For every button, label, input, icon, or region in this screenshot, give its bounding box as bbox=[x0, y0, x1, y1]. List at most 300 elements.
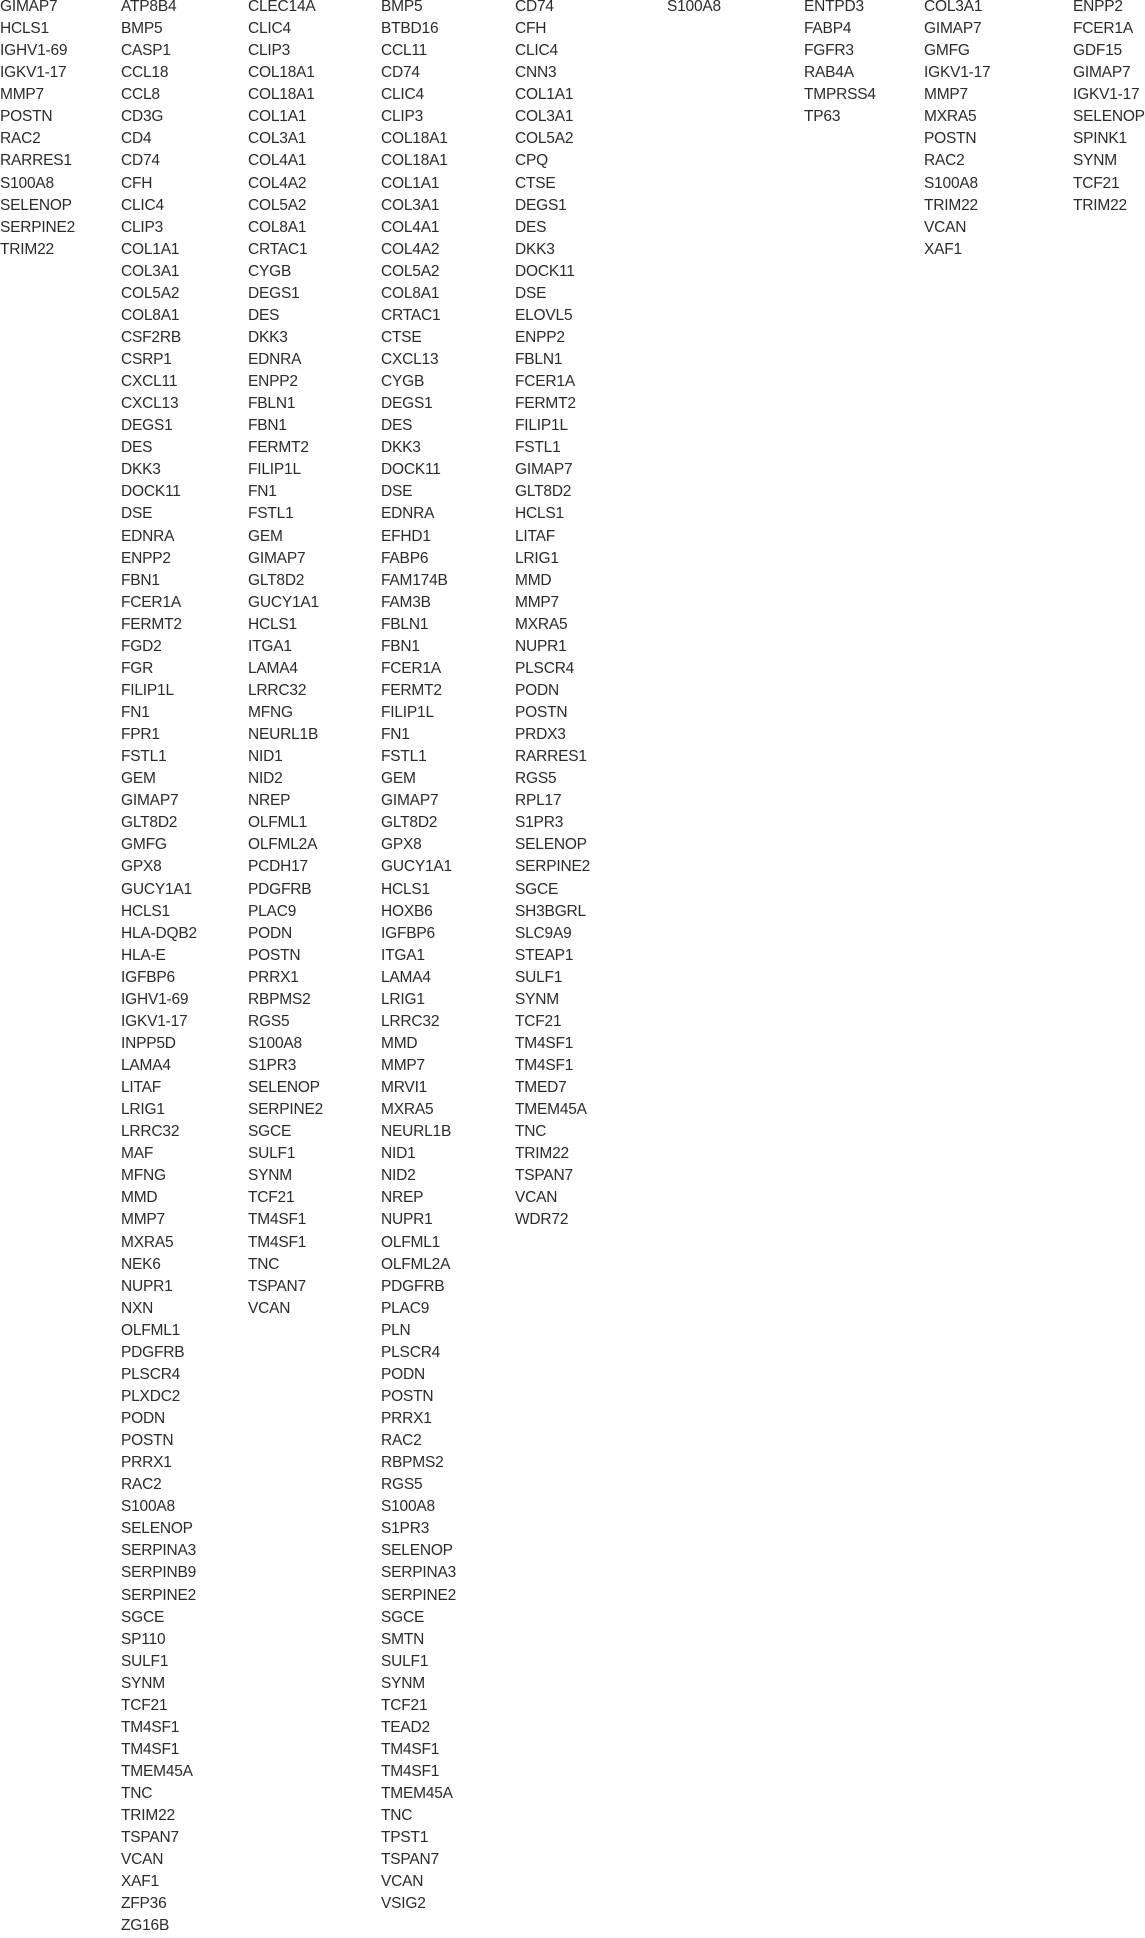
gene-name: LRRC32 bbox=[121, 1123, 180, 1141]
gene-name: RAC2 bbox=[381, 1432, 422, 1450]
gene-name: OLFML1 bbox=[121, 1321, 181, 1339]
gene-name: PLAC9 bbox=[381, 1299, 430, 1317]
gene-name: ELOVL5 bbox=[515, 306, 573, 324]
gene-name: POSTN bbox=[515, 704, 568, 721]
gene-name: TCF21 bbox=[248, 1189, 295, 1207]
gene-name: HCLS1 bbox=[381, 880, 430, 898]
gene-name: CD74 bbox=[381, 64, 420, 82]
gene-name: SGCE bbox=[248, 1123, 292, 1141]
gene-name: GPX8 bbox=[381, 836, 422, 854]
gene-name: SERPINB9 bbox=[121, 1564, 197, 1582]
gene-name: POSTN bbox=[121, 1432, 174, 1450]
gene-name: SERPINE2 bbox=[121, 1586, 197, 1604]
gene-name: CD4 bbox=[121, 130, 152, 148]
gene-name: PLSCR4 bbox=[515, 659, 575, 677]
gene-name: CD3G bbox=[121, 108, 164, 126]
gene-name: COL4A2 bbox=[381, 240, 440, 258]
gene-name: TSPAN7 bbox=[515, 1167, 573, 1185]
gene-name: CFH bbox=[121, 174, 153, 192]
gene-name: SELENOP bbox=[0, 196, 72, 214]
gene-name: DES bbox=[515, 218, 547, 236]
gene-name: TM4SF1 bbox=[515, 1057, 574, 1074]
gene-name: SULF1 bbox=[121, 1652, 169, 1670]
gene-name: TM4SF1 bbox=[121, 1718, 180, 1736]
gene-name: IGKV1-17 bbox=[121, 1012, 188, 1030]
gene-name: XAF1 bbox=[924, 240, 962, 258]
gene-name: LRRC32 bbox=[381, 1012, 440, 1030]
gene-name: SYNM bbox=[1073, 152, 1117, 170]
gene-name: TM4SF1 bbox=[121, 1740, 180, 1758]
gene-name: FERMT2 bbox=[515, 395, 576, 413]
gene-name: DEGS1 bbox=[381, 395, 433, 413]
gene-name: COL8A1 bbox=[121, 306, 180, 324]
gene-name: FABP6 bbox=[381, 549, 429, 567]
gene-name: CLIC4 bbox=[515, 42, 558, 60]
gene-name: CFH bbox=[515, 20, 547, 38]
gene-name: VCAN bbox=[924, 218, 967, 236]
gene-name: CSF2RB bbox=[121, 328, 181, 346]
gene-name: COL18A1 bbox=[381, 152, 448, 170]
gene-name: FBN1 bbox=[248, 417, 287, 435]
gene-column-2 bbox=[121, 0, 197, 1938]
gene-name: FCER1A bbox=[381, 659, 441, 677]
gene-name: IGKV1-17 bbox=[924, 64, 991, 82]
gene-name: FILIP1L bbox=[515, 417, 568, 435]
gene-name: CYGB bbox=[248, 262, 292, 280]
gene-name: FERMT2 bbox=[121, 615, 182, 633]
gene-name: COL18A1 bbox=[248, 86, 315, 104]
gene-name: TCF21 bbox=[515, 1012, 562, 1030]
gene-name: SELENOP bbox=[381, 1542, 453, 1560]
gene-name: CRTAC1 bbox=[248, 240, 308, 258]
gene-name: HCLS1 bbox=[0, 20, 49, 38]
gene-name: FERMT2 bbox=[248, 439, 309, 457]
gene-name: TSPAN7 bbox=[248, 1277, 306, 1295]
gene-name: PODN bbox=[381, 1365, 425, 1383]
gene-name: RARRES1 bbox=[515, 748, 587, 766]
gene-name: COL3A1 bbox=[924, 0, 983, 15]
gene-name: BTBD16 bbox=[381, 20, 439, 38]
gene-name: COL1A1 bbox=[121, 240, 180, 258]
gene-name: ENPP2 bbox=[121, 549, 171, 567]
gene-name: SERPINE2 bbox=[248, 1101, 324, 1119]
gene-name: INPP5D bbox=[121, 1034, 176, 1052]
gene-column-6 bbox=[667, 0, 721, 18]
gene-name: PLXDC2 bbox=[121, 1387, 181, 1405]
gene-name: S1PR3 bbox=[248, 1057, 297, 1074]
gene-name: CRTAC1 bbox=[381, 306, 441, 324]
gene-name: TRIM22 bbox=[924, 196, 978, 214]
gene-name: MMP7 bbox=[121, 1211, 165, 1229]
gene-name: NXN bbox=[121, 1299, 154, 1317]
gene-name: TRIM22 bbox=[515, 1145, 569, 1163]
gene-name: CNN3 bbox=[515, 64, 557, 82]
gene-name: COL5A2 bbox=[381, 262, 440, 280]
gene-name: GPX8 bbox=[121, 858, 162, 876]
gene-name: FBN1 bbox=[381, 637, 420, 655]
gene-name: COL8A1 bbox=[248, 218, 307, 236]
gene-name: VSIG2 bbox=[381, 1895, 426, 1913]
gene-name: TMEM45A bbox=[381, 1785, 453, 1803]
gene-name: SGCE bbox=[121, 1608, 165, 1626]
gene-name: FCER1A bbox=[1073, 20, 1133, 38]
gene-name: TCF21 bbox=[381, 1696, 428, 1714]
gene-column-4 bbox=[381, 0, 456, 1915]
gene-name: CXCL13 bbox=[381, 351, 439, 368]
gene-name: DEGS1 bbox=[248, 284, 300, 302]
gene-name: OLFML1 bbox=[248, 814, 308, 832]
gene-name: GEM bbox=[121, 770, 156, 788]
gene-name: HCLS1 bbox=[248, 615, 297, 633]
gene-name: SYNM bbox=[381, 1674, 425, 1692]
gene-name: GEM bbox=[248, 527, 283, 545]
gene-name: NUPR1 bbox=[515, 637, 567, 655]
gene-name: FPR1 bbox=[121, 726, 160, 744]
gene-name: SGCE bbox=[515, 880, 559, 898]
gene-name: IGKV1-17 bbox=[1073, 86, 1140, 104]
gene-name: MXRA5 bbox=[515, 615, 568, 633]
gene-name: LITAF bbox=[121, 1079, 162, 1097]
gene-name: COL3A1 bbox=[515, 108, 574, 126]
gene-name: CXCL13 bbox=[121, 395, 179, 413]
gene-name: GUCY1A1 bbox=[248, 593, 319, 611]
gene-name: DES bbox=[248, 306, 280, 324]
gene-name: CLIP3 bbox=[121, 218, 164, 236]
gene-name: SULF1 bbox=[248, 1145, 296, 1163]
gene-name: GMFG bbox=[924, 42, 970, 60]
gene-name: FGD2 bbox=[121, 637, 162, 655]
gene-name: SMTN bbox=[381, 1630, 425, 1648]
gene-name: GDF15 bbox=[1073, 42, 1122, 60]
gene-name: GLT8D2 bbox=[515, 483, 572, 501]
gene-name: TRIM22 bbox=[121, 1807, 175, 1825]
gene-name: CXCL11 bbox=[121, 373, 178, 391]
gene-name: PLAC9 bbox=[248, 902, 297, 920]
gene-name: PODN bbox=[248, 924, 292, 942]
gene-name: LITAF bbox=[515, 527, 556, 545]
gene-name: RGS5 bbox=[515, 770, 557, 788]
gene-name: RARRES1 bbox=[0, 152, 72, 170]
gene-name: PCDH17 bbox=[248, 858, 308, 876]
gene-name: TPST1 bbox=[381, 1829, 429, 1847]
gene-name: GIMAP7 bbox=[381, 792, 439, 810]
gene-name: S100A8 bbox=[248, 1034, 302, 1052]
gene-name: DEGS1 bbox=[515, 196, 567, 214]
gene-name: COL4A2 bbox=[248, 174, 307, 192]
gene-name: MMD bbox=[515, 571, 552, 589]
gene-name: NUPR1 bbox=[121, 1277, 173, 1295]
gene-name: SH3BGRL bbox=[515, 902, 586, 920]
gene-name: TM4SF1 bbox=[248, 1211, 307, 1229]
gene-name: VCAN bbox=[515, 1189, 558, 1207]
gene-name: SELENOP bbox=[121, 1520, 193, 1538]
gene-name: SGCE bbox=[381, 1608, 425, 1626]
gene-name: IGHV1-69 bbox=[121, 990, 189, 1008]
gene-name: FSTL1 bbox=[121, 748, 167, 766]
gene-name: NREP bbox=[248, 792, 291, 810]
gene-name: VCAN bbox=[121, 1851, 164, 1869]
gene-name: S1PR3 bbox=[515, 814, 564, 832]
gene-name: FBLN1 bbox=[381, 615, 429, 633]
gene-name: GIMAP7 bbox=[0, 0, 58, 15]
gene-name: NID2 bbox=[248, 770, 283, 788]
gene-name: TRIM22 bbox=[1073, 196, 1127, 214]
gene-name: RPL17 bbox=[515, 792, 562, 810]
gene-name: SELENOP bbox=[1073, 108, 1145, 126]
gene-name: CCL18 bbox=[121, 64, 169, 82]
gene-name: TMED7 bbox=[515, 1079, 567, 1097]
gene-name: GIMAP7 bbox=[515, 461, 573, 479]
gene-name: LRIG1 bbox=[515, 549, 559, 567]
gene-name: LAMA4 bbox=[248, 659, 298, 677]
gene-name: NEURL1B bbox=[248, 726, 319, 744]
gene-name: CPQ bbox=[515, 152, 548, 170]
gene-name: SPINK1 bbox=[1073, 130, 1127, 148]
gene-name: MAF bbox=[121, 1145, 154, 1163]
gene-name: COL3A1 bbox=[381, 196, 440, 214]
gene-name: CLIC4 bbox=[248, 20, 291, 38]
gene-name: HCLS1 bbox=[515, 505, 564, 523]
gene-name: CTSE bbox=[381, 328, 422, 346]
gene-name: BMP5 bbox=[121, 20, 163, 38]
gene-name: SERPINA3 bbox=[381, 1564, 457, 1582]
gene-name: DSE bbox=[121, 505, 153, 523]
gene-name: DOCK11 bbox=[381, 461, 441, 479]
gene-name: COL8A1 bbox=[381, 284, 440, 302]
gene-name: GMFG bbox=[121, 836, 167, 854]
gene-name: GIMAP7 bbox=[248, 549, 306, 567]
gene-name: BMP5 bbox=[381, 0, 423, 15]
gene-name: PLN bbox=[381, 1321, 411, 1339]
gene-name: DSE bbox=[381, 483, 413, 501]
gene-name: POSTN bbox=[924, 130, 977, 148]
gene-name: HLA-DQB2 bbox=[121, 924, 197, 942]
gene-name: EDNRA bbox=[381, 505, 435, 523]
gene-name: PODN bbox=[121, 1410, 165, 1427]
gene-name: FN1 bbox=[121, 704, 150, 721]
gene-name: EDNRA bbox=[248, 351, 302, 368]
gene-name: TNC bbox=[248, 1255, 280, 1273]
gene-name: SELENOP bbox=[248, 1079, 320, 1097]
gene-name: GLT8D2 bbox=[248, 571, 305, 589]
gene-column-5 bbox=[515, 0, 590, 1232]
gene-name: CLIP3 bbox=[381, 108, 424, 126]
gene-name: MMP7 bbox=[0, 86, 44, 104]
gene-name: FSTL1 bbox=[515, 439, 561, 457]
gene-name: RAB4A bbox=[804, 64, 854, 82]
gene-name: FAM174B bbox=[381, 571, 448, 589]
gene-name: FSTL1 bbox=[381, 748, 427, 766]
gene-name: GLT8D2 bbox=[381, 814, 438, 832]
gene-name: TEAD2 bbox=[381, 1718, 430, 1736]
gene-name: RAC2 bbox=[121, 1476, 162, 1494]
gene-name: TM4SF1 bbox=[248, 1233, 307, 1251]
gene-column-7 bbox=[804, 0, 876, 128]
gene-name: GIMAP7 bbox=[121, 792, 179, 810]
gene-name: COL18A1 bbox=[381, 130, 448, 148]
gene-name: EFHD1 bbox=[381, 527, 431, 545]
gene-name: TMEM45A bbox=[121, 1763, 193, 1780]
gene-name: COL18A1 bbox=[248, 64, 315, 82]
gene-name: RBPMS2 bbox=[381, 1454, 444, 1472]
gene-name: MXRA5 bbox=[121, 1233, 174, 1251]
gene-name: NID1 bbox=[381, 1145, 416, 1163]
gene-name: ENTPD3 bbox=[804, 0, 864, 15]
gene-name: FAM3B bbox=[381, 593, 431, 611]
gene-name: FILIP1L bbox=[381, 704, 434, 721]
gene-name: MFNG bbox=[248, 704, 293, 721]
gene-name: COL4A1 bbox=[248, 152, 307, 170]
gene-name: CLEC14A bbox=[248, 0, 316, 15]
gene-name: SERPINA3 bbox=[121, 1542, 197, 1560]
gene-name: S100A8 bbox=[381, 1498, 435, 1516]
gene-name: FCER1A bbox=[515, 373, 575, 391]
gene-name: FN1 bbox=[248, 483, 277, 501]
gene-column-8 bbox=[924, 0, 990, 261]
gene-name: TM4SF1 bbox=[381, 1763, 440, 1780]
gene-name: COL3A1 bbox=[121, 262, 180, 280]
gene-name: OLFML2A bbox=[248, 836, 318, 854]
gene-name: NEURL1B bbox=[381, 1123, 452, 1141]
gene-name: MFNG bbox=[121, 1167, 166, 1185]
gene-name: PRRX1 bbox=[381, 1410, 432, 1427]
gene-name: PDGFRB bbox=[248, 880, 312, 898]
gene-name: COL5A2 bbox=[515, 130, 574, 148]
gene-name: LRRC32 bbox=[248, 681, 307, 699]
gene-name: ENPP2 bbox=[1073, 0, 1123, 15]
gene-name: PLSCR4 bbox=[121, 1365, 181, 1383]
gene-name: LRIG1 bbox=[121, 1101, 165, 1119]
gene-name: TSPAN7 bbox=[381, 1851, 439, 1869]
gene-name: S100A8 bbox=[121, 1498, 175, 1516]
gene-name: FGFR3 bbox=[804, 42, 854, 60]
gene-name: DSE bbox=[515, 284, 547, 302]
gene-name: PLSCR4 bbox=[381, 1343, 441, 1361]
gene-name: COL1A1 bbox=[515, 86, 574, 104]
gene-name: SERPINE2 bbox=[0, 218, 76, 236]
gene-name: DKK3 bbox=[248, 328, 288, 346]
gene-name: SYNM bbox=[248, 1167, 292, 1185]
gene-name: PDGFRB bbox=[121, 1343, 185, 1361]
gene-name: DOCK11 bbox=[515, 262, 575, 280]
gene-name: CCL8 bbox=[121, 86, 160, 104]
gene-name: RGS5 bbox=[381, 1476, 423, 1494]
gene-name: CLIC4 bbox=[381, 86, 424, 104]
gene-name: PRRX1 bbox=[248, 968, 299, 986]
gene-name: COL3A1 bbox=[248, 130, 307, 148]
gene-name: MMD bbox=[381, 1034, 418, 1052]
gene-name: LRIG1 bbox=[381, 990, 425, 1008]
gene-name: COL1A1 bbox=[248, 108, 307, 126]
gene-name: CD74 bbox=[121, 152, 160, 170]
gene-name: IGFBP6 bbox=[381, 924, 435, 942]
gene-name: ITGA1 bbox=[381, 946, 425, 964]
gene-name: DOCK11 bbox=[121, 483, 181, 501]
gene-name: CCL11 bbox=[381, 42, 428, 60]
gene-name: S100A8 bbox=[0, 174, 54, 192]
gene-name: GIMAP7 bbox=[924, 20, 982, 38]
gene-name: ENPP2 bbox=[515, 328, 565, 346]
gene-name: GLT8D2 bbox=[121, 814, 178, 832]
gene-name: NID1 bbox=[248, 748, 283, 766]
gene-name: HOXB6 bbox=[381, 902, 433, 920]
gene-name: S100A8 bbox=[924, 174, 978, 192]
gene-name: MMP7 bbox=[381, 1057, 425, 1074]
gene-name: HLA-E bbox=[121, 946, 166, 964]
gene-name: SERPINE2 bbox=[515, 858, 591, 876]
gene-name: GUCY1A1 bbox=[381, 858, 452, 876]
gene-name: TM4SF1 bbox=[515, 1034, 574, 1052]
gene-name: MMD bbox=[121, 1189, 158, 1207]
gene-name: EDNRA bbox=[121, 527, 175, 545]
gene-name: ZFP36 bbox=[121, 1895, 167, 1913]
gene-name: WDR72 bbox=[515, 1211, 569, 1229]
gene-name: DES bbox=[121, 439, 153, 457]
gene-name: FABP4 bbox=[804, 20, 852, 38]
gene-name: S1PR3 bbox=[381, 1520, 430, 1538]
gene-name: FERMT2 bbox=[381, 681, 442, 699]
gene-name: PRDX3 bbox=[515, 726, 566, 744]
gene-name: FILIP1L bbox=[248, 461, 301, 479]
gene-name: FN1 bbox=[381, 726, 410, 744]
gene-name: LAMA4 bbox=[381, 968, 431, 986]
gene-name: POSTN bbox=[0, 108, 53, 126]
gene-name: ATP8B4 bbox=[121, 0, 177, 15]
gene-name: FBN1 bbox=[121, 571, 160, 589]
gene-name: MXRA5 bbox=[381, 1101, 434, 1119]
gene-name: COL5A2 bbox=[121, 284, 180, 302]
gene-name: FILIP1L bbox=[121, 681, 174, 699]
gene-name: TNC bbox=[381, 1807, 413, 1825]
gene-name: TP63 bbox=[804, 108, 841, 126]
gene-name: FBLN1 bbox=[248, 395, 296, 413]
gene-name: IGFBP6 bbox=[121, 968, 175, 986]
gene-column-3 bbox=[248, 0, 323, 1320]
gene-name: STEAP1 bbox=[515, 946, 574, 964]
gene-name: PODN bbox=[515, 681, 559, 699]
gene-name: RBPMS2 bbox=[248, 990, 311, 1008]
gene-name: FSTL1 bbox=[248, 505, 294, 523]
gene-name: NREP bbox=[381, 1189, 424, 1207]
gene-name: DKK3 bbox=[121, 461, 161, 479]
gene-name: DEGS1 bbox=[121, 417, 173, 435]
gene-name: COL1A1 bbox=[381, 174, 440, 192]
gene-name: IGHV1-69 bbox=[0, 42, 68, 60]
gene-name: ENPP2 bbox=[248, 373, 298, 391]
gene-name: POSTN bbox=[248, 946, 301, 964]
gene-name: NUPR1 bbox=[381, 1211, 433, 1229]
gene-name: DKK3 bbox=[515, 240, 555, 258]
gene-name: OLFML1 bbox=[381, 1233, 441, 1251]
gene-name: CSRP1 bbox=[121, 351, 172, 368]
gene-name: CD74 bbox=[515, 0, 554, 15]
gene-name: SERPINE2 bbox=[381, 1586, 457, 1604]
gene-name: TCF21 bbox=[121, 1696, 168, 1714]
gene-name: TNC bbox=[121, 1785, 153, 1803]
gene-name: SYNM bbox=[515, 990, 559, 1008]
gene-name: GUCY1A1 bbox=[121, 880, 192, 898]
gene-name: OLFML2A bbox=[381, 1255, 451, 1273]
gene-name: POSTN bbox=[381, 1387, 434, 1405]
gene-name: MMP7 bbox=[515, 593, 559, 611]
gene-name: XAF1 bbox=[121, 1873, 159, 1891]
gene-name: CLIP3 bbox=[248, 42, 291, 60]
gene-name: S100A8 bbox=[667, 0, 721, 15]
gene-name: ZG16B bbox=[121, 1917, 170, 1935]
gene-name: SYNM bbox=[121, 1674, 165, 1692]
gene-name: SELENOP bbox=[515, 836, 587, 854]
gene-name: GIMAP7 bbox=[1073, 64, 1131, 82]
